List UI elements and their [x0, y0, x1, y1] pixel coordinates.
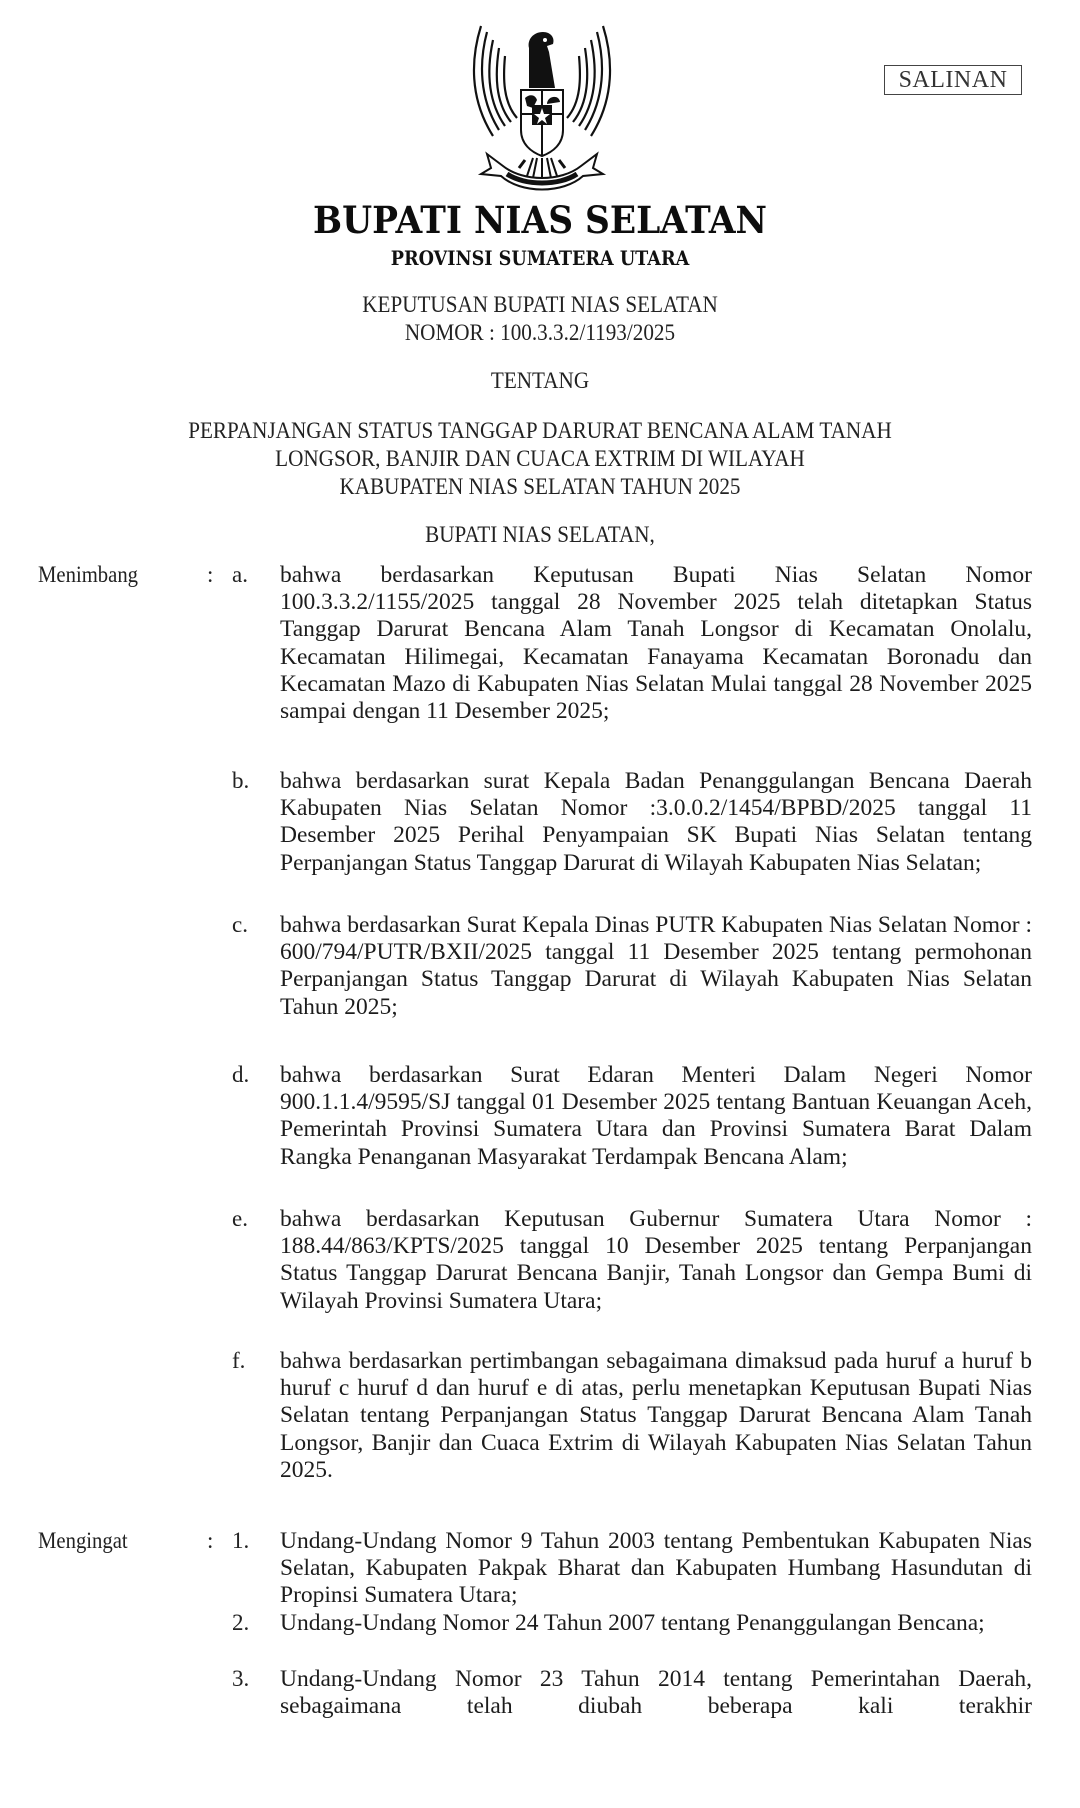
item-marker: 3. [232, 1666, 250, 1691]
subject-line: PERPANJANGAN STATUS TANGGAP DARURAT BENCANA ALAM TANAH [188, 418, 892, 443]
garuda-emblem-icon [463, 18, 621, 196]
decree-type: KEPUTUSAN BUPATI NIAS SELATAN [362, 292, 718, 317]
item-marker: b. [232, 768, 250, 793]
issuer-heading: BUPATI NIAS SELATAN, [425, 522, 655, 547]
office-title: BUPATI NIAS SELATAN [312, 198, 768, 242]
subject-line: KABUPATEN NIAS SELATAN TAHUN 2025 [339, 474, 741, 499]
section-colon: : [207, 562, 214, 587]
item-text: Undang-Undang Nomor 9 Tahun 2003 tentang Pembentukan Kabupaten Nias Selatan, Kabupaten Pakpak Bharat dan Kabupaten Humbang Hasundutan di Propinsi Sumatera Utara; [280, 1528, 1032, 1609]
item-text: Undang-Undang Nomor 24 Tahun 2007 tentang Penanggulangan Bencana; [280, 1610, 985, 1636]
item-marker: f. [232, 1348, 246, 1373]
item-marker: 1. [232, 1528, 250, 1553]
item-marker: 2. [232, 1610, 250, 1635]
province-title: PROVINSI SUMATERA UTARA [390, 246, 690, 270]
item-text: bahwa berdasarkan Keputusan Gubernur Sumatera Utara Nomor : 188.44/863/KPTS/2025 tanggal 10 Desember 2025 tentang Perpanjangan Status Tanggap Darurat Bencana Banjir, Tanah Longsor dan Gempa Bumi di Wilayah Provinsi Sumatera Utara; [280, 1206, 1032, 1314]
item-text: bahwa berdasarkan pertimbangan sebagaimana dimaksud pada huruf a huruf b huruf c huruf d dan huruf e di atas, perlu menetapkan Keputusan Bupati Nias Selatan tentang Perpanjangan Status Tanggap Darurat Bencana Alam Tanah Longsor, Banjir dan Cuaca Extrim di Wilayah Kabupaten Nias Selatan Tahun 2025. [280, 1348, 1032, 1483]
item-marker: e. [232, 1206, 248, 1231]
item-text: Undang-Undang Nomor 23 Tahun 2014 tentang Pemerintahan Daerah, sebagaimana telah diubah beberapa kali terakhir [280, 1666, 1032, 1720]
decree-number: NOMOR : 100.3.3.2/1193/2025 [404, 320, 676, 345]
item-marker: c. [232, 912, 248, 937]
item-text: bahwa berdasarkan Surat Kepala Dinas PUTR Kabupaten Nias Selatan Nomor : 600/794/PUTR/BXII/2025 tanggal 11 Desember 2025 tentang permohonan Perpanjangan Status Tanggap Darurat di Wilayah Kabupaten Nias Selatan Tahun 2025; [280, 912, 1032, 1020]
item-text: bahwa berdasarkan Keputusan Bupati Nias Selatan Nomor 100.3.3.2/1155/2025 tanggal 28 November 2025 telah ditetapkan Status Tanggap Darurat Bencana Alam Tanah Longsor di Kecamatan Onolalu, Kecamatan Hilimegai, Kecamatan Fanayama Kecamatan Boronadu dan Kecamatan Mazo di Kabupaten Nias Selatan Mulai tanggal 28 November 2025 sampai dengan 11 Desember 2025; [280, 562, 1032, 725]
section-label: Menimbang [38, 562, 139, 587]
item-marker: a. [232, 562, 248, 587]
item-marker: d. [232, 1062, 250, 1087]
about-label: TENTANG [490, 368, 590, 393]
copy-stamp-salinan: SALINAN [884, 65, 1022, 95]
item-text: bahwa berdasarkan surat Kepala Badan Penanggulangan Bencana Daerah Kabupaten Nias Selatan Nomor :3.0.0.2/1454/BPBD/2025 tanggal 11 Desember 2025 Perihal Penyampaian SK Bupati Nias Selatan tentang Perpanjangan Status Tanggap Darurat di Wilayah Kabupaten Nias Selatan; [280, 768, 1032, 876]
section-colon: : [207, 1528, 214, 1553]
subject-line: LONGSOR, BANJIR DAN CUACA EXTRIM DI WILAYAH [275, 446, 805, 471]
item-text: bahwa berdasarkan Surat Edaran Menteri Dalam Negeri Nomor 900.1.1.4/9595/SJ tanggal 01 Desember 2025 tentang Bantuan Keuangan Aceh, Pemerintah Provinsi Sumatera Utara dan Provinsi Sumatera Barat Dalam Rangka Penanganan Masyarakat Terdampak Bencana Alam; [280, 1062, 1032, 1170]
section-label: Mengingat [38, 1528, 128, 1553]
